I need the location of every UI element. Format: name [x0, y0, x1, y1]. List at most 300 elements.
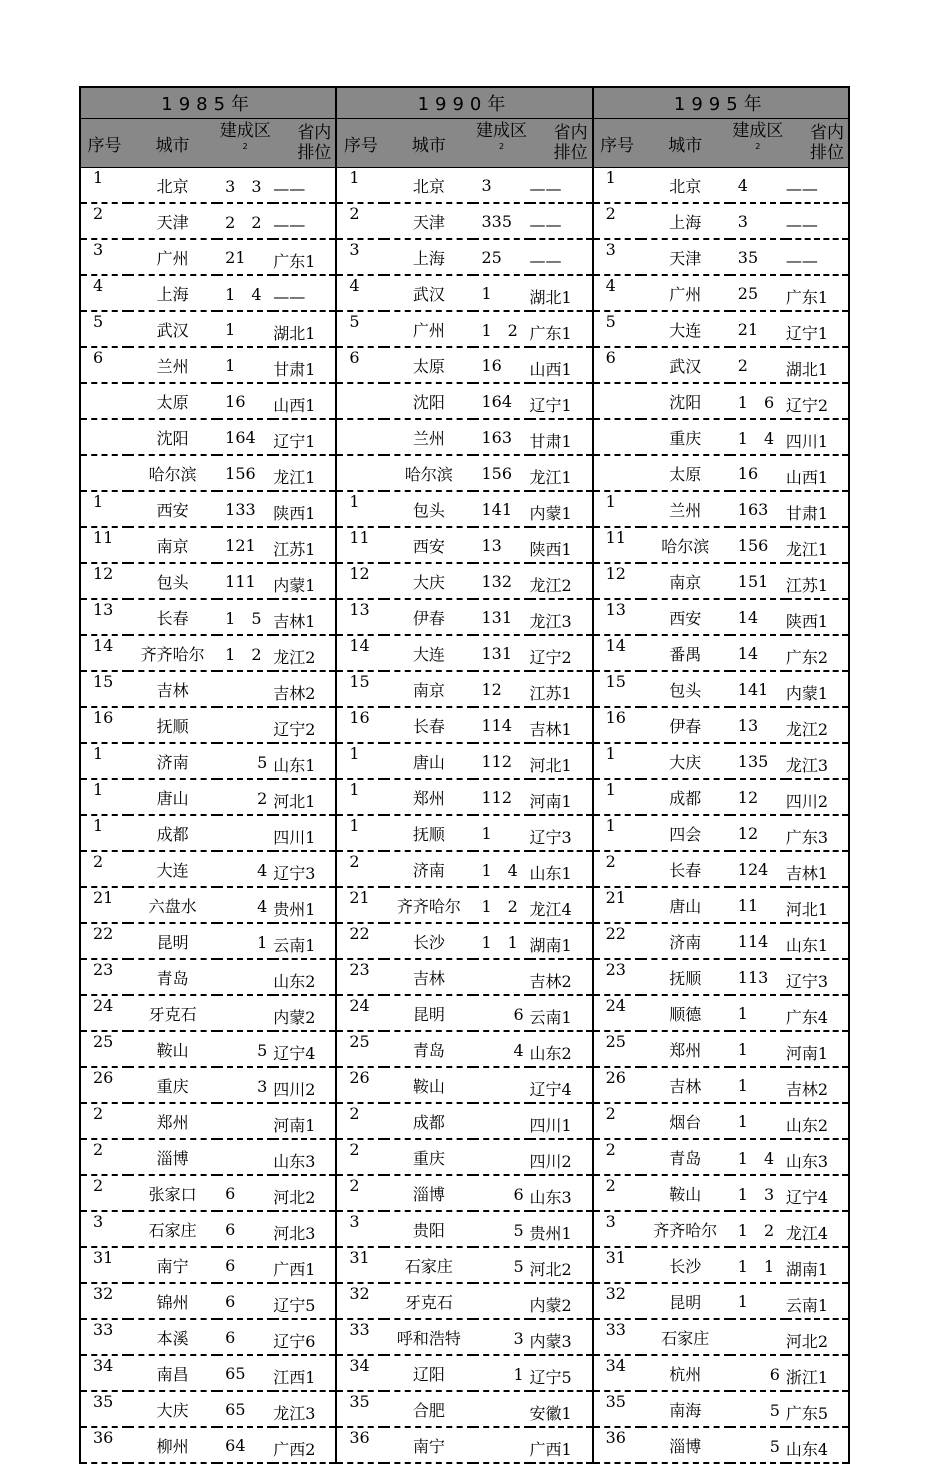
rank-number: 12: [593, 563, 641, 599]
rank-number: 24: [80, 995, 128, 1031]
province-rank: 云南1: [273, 923, 336, 959]
city-name: 郑州: [384, 779, 473, 815]
rank-number: 32: [336, 1283, 384, 1319]
built-area: 35: [730, 239, 786, 275]
built-area: 1: [730, 1031, 786, 1067]
built-area: 156: [473, 455, 529, 491]
city-name: 广州: [128, 239, 217, 275]
city-name: 郑州: [128, 1103, 217, 1139]
built-area: 4: [217, 887, 273, 923]
city-name: 昆明: [128, 923, 217, 959]
table-row: [80, 1247, 849, 1283]
province-rank: 四川1: [530, 1103, 593, 1139]
rank-number: 25: [593, 1031, 641, 1067]
built-area: [473, 959, 529, 995]
province-rank: 辽宁2: [530, 635, 593, 671]
built-area: 114: [473, 707, 529, 743]
city-name: 北京: [641, 168, 730, 204]
rank-number: 34: [80, 1355, 128, 1391]
built-area: 135: [730, 743, 786, 779]
province-rank: 湖北1: [273, 311, 336, 347]
city-name: 太原: [641, 455, 730, 491]
built-area: 1 4: [473, 851, 529, 887]
province-rank: 山西1: [273, 383, 336, 419]
city-name: 北京: [128, 168, 217, 204]
city-name: 鞍山: [641, 1175, 730, 1211]
city-name: 哈尔滨: [128, 455, 217, 491]
province-rank: 江西1: [273, 1355, 336, 1391]
rank-number: 2: [593, 203, 641, 239]
year-header-row: [80, 87, 849, 119]
province-rank: 安徽1: [530, 1391, 593, 1427]
year-header-1985: 1985年: [80, 87, 336, 119]
province-rank: 四川1: [786, 419, 849, 455]
built-area: 16: [473, 347, 529, 383]
province-rank: 广东3: [786, 815, 849, 851]
built-area: 114: [730, 923, 786, 959]
built-area: 5: [217, 743, 273, 779]
province-rank: 吉林2: [530, 959, 593, 995]
rank-number: 33: [80, 1319, 128, 1355]
city-name: 大连: [641, 311, 730, 347]
built-area: 65: [217, 1391, 273, 1427]
province-rank: 四川1: [273, 815, 336, 851]
province-rank: 辽宁2: [786, 383, 849, 419]
built-area: 16: [217, 383, 273, 419]
province-rank: 辽宁1: [273, 419, 336, 455]
column-header-no: 序号: [336, 119, 384, 168]
city-name: 上海: [384, 239, 473, 275]
province-rank: 云南1: [786, 1283, 849, 1319]
built-area: 112: [473, 743, 529, 779]
city-name: 吉林: [128, 671, 217, 707]
province-rank: 河南1: [273, 1103, 336, 1139]
rank-number: [593, 419, 641, 455]
built-area: 3: [730, 203, 786, 239]
rank-number: [80, 455, 128, 491]
rank-number: [80, 419, 128, 455]
city-name: 牙克石: [384, 1283, 473, 1319]
built-area: 164: [473, 383, 529, 419]
built-area: 4: [473, 1031, 529, 1067]
province-rank: ——: [786, 203, 849, 239]
rank-number: 3: [593, 1211, 641, 1247]
province-rank: 吉林1: [530, 707, 593, 743]
province-rank: 内蒙2: [273, 995, 336, 1031]
city-name: 武汉: [641, 347, 730, 383]
province-rank: 龙江1: [786, 527, 849, 563]
city-name: 昆明: [641, 1283, 730, 1319]
rank-number: [336, 455, 384, 491]
rank-number: 2: [593, 1175, 641, 1211]
province-rank: 河南1: [530, 779, 593, 815]
built-area: [473, 1427, 529, 1463]
rank-number: 24: [593, 995, 641, 1031]
city-name: 广州: [641, 275, 730, 311]
city-name: 本溪: [128, 1319, 217, 1355]
city-name: 长春: [384, 707, 473, 743]
rank-number: 15: [593, 671, 641, 707]
rank-number: 6: [80, 347, 128, 383]
city-area-ranking-table: [79, 86, 850, 1464]
city-name: 呼和浩特: [384, 1319, 473, 1355]
built-area: 1 2: [730, 1211, 786, 1247]
rank-number: 16: [336, 707, 384, 743]
province-rank: 广东5: [786, 1391, 849, 1427]
column-header-city: 城市: [128, 119, 217, 168]
table-row: [80, 168, 849, 204]
built-area: 1: [217, 923, 273, 959]
built-area: 112: [473, 779, 529, 815]
built-area: 6: [217, 1247, 273, 1283]
province-rank: 广东2: [786, 635, 849, 671]
rank-number: 31: [80, 1247, 128, 1283]
province-rank: 陕西1: [786, 599, 849, 635]
table-row: [80, 743, 849, 779]
province-rank: 广东4: [786, 995, 849, 1031]
rank-number: 2: [593, 851, 641, 887]
rank-number: 1: [80, 815, 128, 851]
city-name: 郑州: [641, 1031, 730, 1067]
built-area: [217, 1103, 273, 1139]
column-header-no: 序号: [593, 119, 641, 168]
rank-number: 32: [593, 1283, 641, 1319]
city-name: 武汉: [128, 311, 217, 347]
rank-number: 1: [336, 815, 384, 851]
year-header-1995: 1995年: [593, 87, 849, 119]
rank-number: 3: [593, 239, 641, 275]
built-area: 113: [730, 959, 786, 995]
table-row: [80, 527, 849, 563]
city-name: 天津: [384, 203, 473, 239]
province-rank: 河南1: [786, 1031, 849, 1067]
province-rank: 山东3: [530, 1175, 593, 1211]
rank-number: 1: [593, 779, 641, 815]
built-area: 141: [730, 671, 786, 707]
city-name: 济南: [641, 923, 730, 959]
city-name: 兰州: [128, 347, 217, 383]
province-rank: 山东4: [786, 1427, 849, 1463]
rank-number: 33: [593, 1319, 641, 1355]
province-rank: 龙江1: [530, 455, 593, 491]
rank-number: 24: [336, 995, 384, 1031]
built-area: 1: [473, 815, 529, 851]
built-area: 1 3: [730, 1175, 786, 1211]
built-area: 1 4: [730, 1139, 786, 1175]
city-name: 石家庄: [384, 1247, 473, 1283]
built-area: 131: [473, 599, 529, 635]
built-area: [217, 959, 273, 995]
city-name: 成都: [128, 815, 217, 851]
province-rank: 贵州1: [530, 1211, 593, 1247]
rank-number: 1: [80, 779, 128, 815]
province-rank: 内蒙1: [273, 563, 336, 599]
rank-number: 36: [336, 1427, 384, 1463]
table-row: [80, 455, 849, 491]
built-area: [217, 671, 273, 707]
city-name: 吉林: [384, 959, 473, 995]
rank-number: 11: [80, 527, 128, 563]
rank-number: 11: [336, 527, 384, 563]
column-header-city: 城市: [384, 119, 473, 168]
rank-number: 26: [336, 1067, 384, 1103]
province-rank: 江苏1: [786, 563, 849, 599]
rank-number: 5: [336, 311, 384, 347]
rank-number: 6: [336, 347, 384, 383]
rank-number: 4: [593, 275, 641, 311]
table-row: [80, 1103, 849, 1139]
province-rank: 湖南1: [530, 923, 593, 959]
province-rank: 河北2: [530, 1247, 593, 1283]
rank-number: 23: [336, 959, 384, 995]
province-rank: 吉林1: [786, 851, 849, 887]
rank-number: 2: [336, 1103, 384, 1139]
city-name: 西安: [641, 599, 730, 635]
rank-number: 34: [593, 1355, 641, 1391]
built-area: 6: [217, 1319, 273, 1355]
built-area: 4: [730, 168, 786, 204]
rank-number: 26: [593, 1067, 641, 1103]
column-header-rank: 省内 排位: [273, 119, 336, 168]
city-name: 南海: [641, 1391, 730, 1427]
province-rank: ——: [530, 203, 593, 239]
built-area: 1 2: [473, 311, 529, 347]
table-row: [80, 1139, 849, 1175]
rank-number: 2: [80, 203, 128, 239]
city-name: 长春: [641, 851, 730, 887]
rank-number: 21: [80, 887, 128, 923]
built-area: 141: [473, 491, 529, 527]
built-area: 14: [730, 599, 786, 635]
city-name: 太原: [384, 347, 473, 383]
built-area: 156: [217, 455, 273, 491]
province-rank: 龙江2: [530, 563, 593, 599]
rank-number: 23: [593, 959, 641, 995]
built-area: 2: [730, 347, 786, 383]
rank-number: 35: [593, 1391, 641, 1427]
rank-number: [336, 383, 384, 419]
province-rank: 内蒙1: [530, 491, 593, 527]
column-header-rank: 省内 排位: [786, 119, 849, 168]
city-name: 南京: [641, 563, 730, 599]
province-rank: 龙江3: [273, 1391, 336, 1427]
rank-number: 36: [80, 1427, 128, 1463]
city-name: 抚顺: [128, 707, 217, 743]
rank-number: 2: [593, 1103, 641, 1139]
city-name: 武汉: [384, 275, 473, 311]
rank-number: 2: [336, 851, 384, 887]
rank-number: 15: [336, 671, 384, 707]
built-area: [473, 1391, 529, 1427]
city-name: 大连: [128, 851, 217, 887]
built-area: [217, 815, 273, 851]
built-area: 335: [473, 203, 529, 239]
city-name: 兰州: [384, 419, 473, 455]
rank-number: [80, 383, 128, 419]
province-rank: 陕西1: [273, 491, 336, 527]
province-rank: 河北1: [273, 779, 336, 815]
rank-number: 21: [593, 887, 641, 923]
built-area: [473, 1283, 529, 1319]
built-area: 16: [730, 455, 786, 491]
built-area: [473, 1067, 529, 1103]
built-area: 163: [730, 491, 786, 527]
column-header-area: 建成区 2: [217, 119, 273, 168]
rank-number: 22: [80, 923, 128, 959]
rank-number: 15: [80, 671, 128, 707]
table-row: [80, 635, 849, 671]
built-area: 5: [730, 1391, 786, 1427]
province-rank: 甘肃1: [786, 491, 849, 527]
city-name: 辽阳: [384, 1355, 473, 1391]
province-rank: ——: [530, 239, 593, 275]
built-area: 25: [473, 239, 529, 275]
city-name: 牙克石: [128, 995, 217, 1031]
city-name: 唐山: [641, 887, 730, 923]
city-name: 哈尔滨: [384, 455, 473, 491]
table-row: [80, 959, 849, 995]
rank-number: 22: [593, 923, 641, 959]
built-area: 5: [217, 1031, 273, 1067]
built-area: 1: [730, 995, 786, 1031]
province-rank: 四川2: [273, 1067, 336, 1103]
city-name: 四会: [641, 815, 730, 851]
city-name: 重庆: [641, 419, 730, 455]
province-rank: 河北2: [786, 1319, 849, 1355]
table-row: [80, 1031, 849, 1067]
rank-number: 32: [80, 1283, 128, 1319]
rank-number: 1: [336, 743, 384, 779]
built-area: 21: [730, 311, 786, 347]
built-area: 13: [473, 527, 529, 563]
city-name: 南宁: [128, 1247, 217, 1283]
province-rank: 辽宁2: [273, 707, 336, 743]
province-rank: 甘肃1: [273, 347, 336, 383]
province-rank: 辽宁4: [273, 1031, 336, 1067]
city-name: 重庆: [128, 1067, 217, 1103]
built-area: [730, 1319, 786, 1355]
province-rank: 内蒙3: [530, 1319, 593, 1355]
city-name: 齐齐哈尔: [384, 887, 473, 923]
province-rank: 云南1: [530, 995, 593, 1031]
rank-number: 11: [593, 527, 641, 563]
city-name: 鞍山: [128, 1031, 217, 1067]
built-area: 5: [473, 1211, 529, 1247]
province-rank: 陕西1: [530, 527, 593, 563]
rank-number: 1: [80, 168, 128, 204]
built-area: 6: [473, 995, 529, 1031]
built-area: 111: [217, 563, 273, 599]
rank-number: 1: [336, 491, 384, 527]
rank-number: 2: [336, 1175, 384, 1211]
rank-number: 1: [593, 743, 641, 779]
table-row: [80, 311, 849, 347]
city-name: 上海: [641, 203, 730, 239]
rank-number: 3: [336, 1211, 384, 1247]
city-name: 大庆: [128, 1391, 217, 1427]
rank-number: 5: [593, 311, 641, 347]
built-area: 6: [217, 1175, 273, 1211]
built-area: [473, 1139, 529, 1175]
table-row: [80, 1427, 849, 1463]
province-rank: 四川2: [786, 779, 849, 815]
table-row: [80, 779, 849, 815]
table-row: [80, 563, 849, 599]
table-row: [80, 1283, 849, 1319]
rank-number: 21: [336, 887, 384, 923]
province-rank: 龙江2: [273, 635, 336, 671]
built-area: 1 1: [730, 1247, 786, 1283]
built-area: 13: [730, 707, 786, 743]
rank-number: 12: [80, 563, 128, 599]
province-rank: 山东2: [273, 959, 336, 995]
province-rank: 山东1: [273, 743, 336, 779]
rank-number: 1: [336, 168, 384, 204]
city-name: 成都: [641, 779, 730, 815]
city-name: 兰州: [641, 491, 730, 527]
city-name: 哈尔滨: [641, 527, 730, 563]
city-name: 南昌: [128, 1355, 217, 1391]
province-rank: 龙江2: [786, 707, 849, 743]
province-rank: 河北1: [786, 887, 849, 923]
built-area: 132: [473, 563, 529, 599]
rank-number: 36: [593, 1427, 641, 1463]
rank-number: 13: [336, 599, 384, 635]
built-area: 1 5: [217, 599, 273, 635]
rank-number: 2: [80, 851, 128, 887]
city-name: 合肥: [384, 1391, 473, 1427]
rank-number: [336, 419, 384, 455]
built-area: 14: [730, 635, 786, 671]
city-name: 大庆: [641, 743, 730, 779]
built-area: 164: [217, 419, 273, 455]
province-rank: 辽宁4: [530, 1067, 593, 1103]
built-area: 1: [473, 1355, 529, 1391]
province-rank: 辽宁5: [273, 1283, 336, 1319]
table-row: [80, 275, 849, 311]
rank-number: 4: [80, 275, 128, 311]
table-row: [80, 671, 849, 707]
city-name: 广州: [384, 311, 473, 347]
province-rank: 山东1: [786, 923, 849, 959]
table-row: [80, 203, 849, 239]
province-rank: 江苏1: [273, 527, 336, 563]
built-area: 64: [217, 1427, 273, 1463]
rank-number: 33: [336, 1319, 384, 1355]
city-name: 锦州: [128, 1283, 217, 1319]
province-rank: ——: [273, 203, 336, 239]
built-area: 25: [730, 275, 786, 311]
city-name: 鞍山: [384, 1067, 473, 1103]
province-rank: 龙江4: [786, 1211, 849, 1247]
built-area: [217, 1139, 273, 1175]
built-area: 5: [730, 1427, 786, 1463]
province-rank: 河北2: [273, 1175, 336, 1211]
province-rank: 湖北1: [786, 347, 849, 383]
rank-number: 3: [336, 239, 384, 275]
built-area: 1 4: [217, 275, 273, 311]
built-area: 1: [730, 1103, 786, 1139]
province-rank: 河北1: [530, 743, 593, 779]
built-area: 65: [217, 1355, 273, 1391]
city-name: 上海: [128, 275, 217, 311]
city-name: 包头: [641, 671, 730, 707]
city-name: 烟台: [641, 1103, 730, 1139]
city-name: 南京: [128, 527, 217, 563]
province-rank: 龙江3: [786, 743, 849, 779]
province-rank: 龙江4: [530, 887, 593, 923]
city-name: 南京: [384, 671, 473, 707]
